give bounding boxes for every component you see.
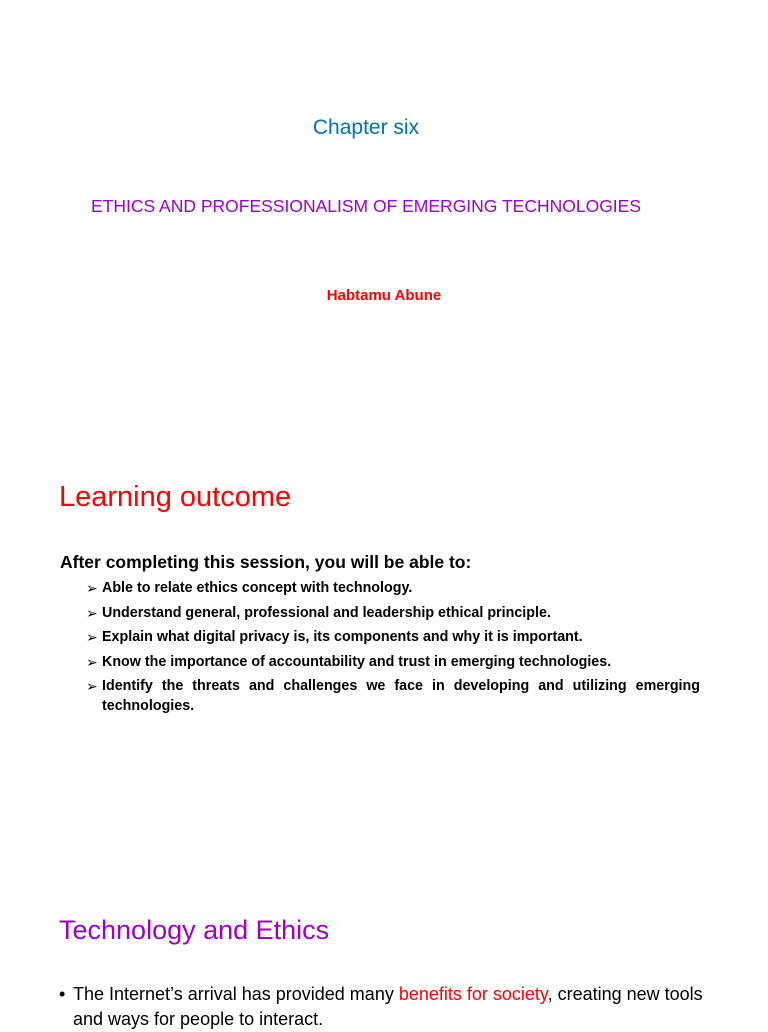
outcome-text: Understand general, professional and leadership ethical principle. — [102, 604, 551, 621]
chapter-label: Chapter six — [312, 116, 420, 139]
intro-paragraph — [59, 982, 709, 1032]
outcome-item — [86, 603, 700, 623]
learning-outcome-heading: Learning outcome — [59, 481, 292, 513]
technology-ethics-heading: Technology and Ethics — [59, 915, 330, 945]
arrow-bullet-icon: ➢ — [86, 653, 98, 670]
outcome-text: Able to relate ethics concept with technology. — [102, 580, 413, 596]
paragraph-end: , creating new tools and ways for people to interact. — [73, 984, 703, 1029]
arrow-bullet-icon: ➢ — [86, 580, 98, 596]
outcome-item — [86, 578, 700, 598]
paragraph-start: The Internet’s arrival has provided many — [73, 984, 399, 1004]
slide-title: ETHICS AND PROFESSIONALISM OF EMERGING TECHNOLOGIES — [90, 196, 642, 216]
paragraph-text — [59, 982, 709, 1032]
outcome-item — [86, 627, 700, 647]
arrow-bullet-icon: ➢ — [86, 629, 98, 646]
outcomes-intro: After completing this session, you will be able to: — [60, 552, 472, 572]
outcome-text: Know the importance of accountability and trust in emerging technologies. — [102, 653, 612, 670]
outcome-item — [86, 652, 700, 672]
author-name: Habtamu Abune — [326, 287, 442, 304]
outcome-text: Identify the threats and challenges we face in developing and utilizing emerging technologies. — [102, 678, 700, 715]
outcome-item — [86, 676, 700, 716]
outcome-list — [86, 578, 700, 721]
arrow-bullet-icon: ➢ — [86, 604, 98, 621]
outcome-text: Explain what digital privacy is, its components and why it is important. — [102, 629, 583, 646]
arrow-bullet-icon: ➢ — [86, 678, 98, 695]
bullet-dot-icon: • — [59, 984, 66, 1004]
highlighted-phrase: benefits for society — [398, 984, 548, 1004]
